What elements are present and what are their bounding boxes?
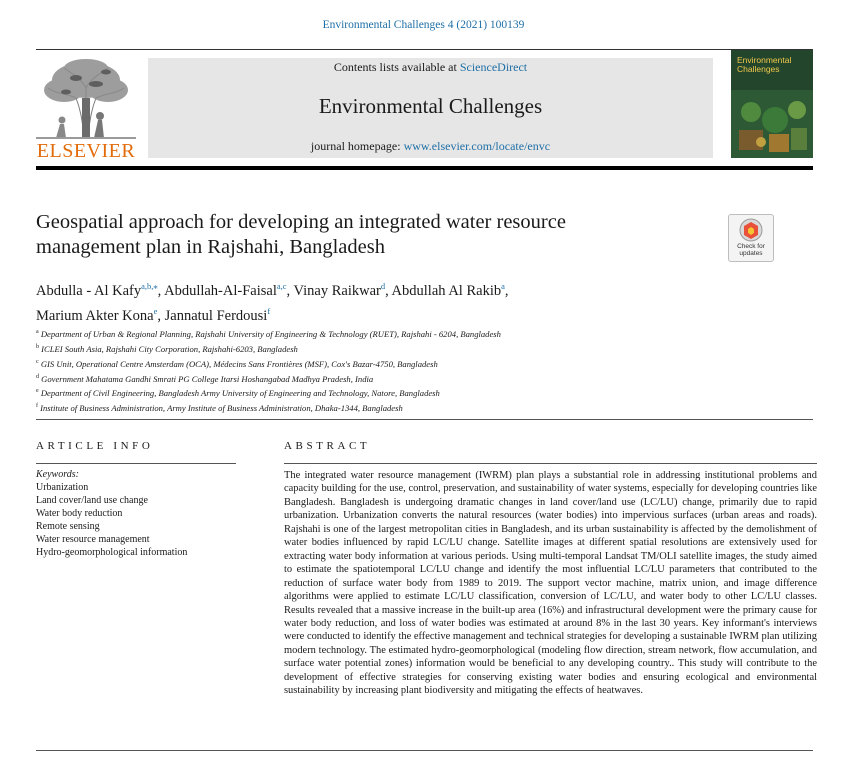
author-name[interactable]: Abdulla - Al Kafy (36, 282, 142, 299)
author-separator: , (157, 282, 165, 299)
author-affiliation-mark[interactable]: f (267, 305, 271, 316)
author-affiliation-mark[interactable]: a,b,⁎ (141, 281, 158, 291)
author-affiliation-mark[interactable]: a (501, 281, 505, 291)
abstract-heading: ABSTRACT (284, 440, 371, 452)
affiliation-text: Department of Civil Engineering, Bangladesh Army University of Engineering and Technology, Natore, Bangladesh (38, 388, 440, 399)
affiliation-mark: d (36, 373, 39, 380)
check-updates-label: Check for updates (737, 243, 765, 257)
author-separator: , (385, 282, 392, 299)
article-title: Geospatial approach for developing an integrated water resource management plan in Rajshahi, Bangladesh (36, 211, 566, 258)
author-separator: , (504, 282, 509, 299)
author-list (36, 276, 696, 326)
journal-cover-image[interactable] (731, 50, 813, 158)
sciencedirect-link[interactable]: ScienceDirect (459, 60, 528, 74)
affiliation-mark: c (36, 358, 39, 365)
cover-title: Environmental Challenges (737, 55, 792, 74)
affiliation-text: GIS Unit, Operational Centre Amsterdam (OCA), Médecins Sans Frontières (MSF), Cox's Bazar-4750, Bangladesh (38, 358, 438, 369)
header-top-rule (36, 49, 813, 50)
author-name[interactable]: Jannatul Ferdousi (164, 307, 268, 324)
keyword-item: Urbanization (36, 482, 89, 493)
keyword-item: Land cover/land use change (36, 495, 148, 506)
journal-homepage-line (148, 139, 713, 154)
affiliation-text: Department of Urban & Regional Planning, Rajshahi University of Engineering & Technology (RUET), Rajshahi - 6204, Bangladesh (38, 328, 501, 339)
author-separator: , (157, 307, 165, 324)
keyword-item: Remote sensing (36, 521, 100, 532)
author-affiliation-mark[interactable]: d (380, 281, 386, 291)
check-for-updates-button[interactable] (728, 214, 774, 262)
author-affiliation-mark[interactable]: a,c (276, 281, 287, 291)
journal-citation[interactable]: Environmental Challenges 4 (2021) 100139 (322, 19, 525, 31)
contents-prefix: Contents lists available at (333, 60, 460, 74)
affiliation-text: Institute of Business Administration, Army Institute of Business Administration, Dhaka-1344, Bangladesh (38, 403, 403, 414)
affiliation-text: Government Mahatama Gandhi Smrati PG College Itarsi Hoshangabad Madhya Pradesh, India (39, 373, 374, 384)
affiliation-mark: f (36, 403, 38, 410)
keyword-list (36, 481, 187, 559)
journal-name[interactable]: Environmental Challenges (318, 94, 543, 118)
author-name[interactable]: Abdullah Al Rakib (391, 282, 502, 299)
keyword-item: Water body reduction (36, 508, 123, 519)
affiliation-text: ICLEI South Asia, Rajshahi City Corporation, Rajshahi-6203, Bangladesh (39, 343, 298, 354)
keywords-label: Keywords: (36, 469, 79, 480)
article-info-heading: ARTICLE INFO (36, 440, 154, 452)
abstract-text: The integrated water resource management (IWRM) plan plays a substantial role in addressing institutional problems and capacity building for the use, control, preservation, and sustainability of water systems, especially for developing countries like Bangladesh. Bangladesh is undergoing dramatic changes in land cover/land use (LC/LU) change, primarily due to rapid urbanization. Urbanization converts the natural resources (water bodies) into impervious surfaces (urban areas and roads). Rajshahi is one of the largest metropolitan cities in Bangladesh, and its urban sustainability is affected by the demolishment of water bodies influenced by rapid LC/LU change. Satellite images at different spatial resolutions are extensively used for extracting water body information at various periods. Using multi-temporal Landsat TM/OLI satellite images, the study aimed to estimate the spatiotemporal LC/LU change and identify the most influential LC/LU parameters that contributed to the reduction of surface water body from 1989 to 2019. The support vector machine, matrix union, and image difference algorithms were applied to estimate LC/LU classification, conversion of LC/LU, and water body to other LC/LU classes. Results revealed that a massive increase in the built-up area (16%) and infrastructural development were the primary cause for water body reduction, and loss of water bodies was estimated at around 8% in the last 30 years. Key informant's interviews were conducted to identify the effective management and technical strategies for developing a sustainable IWRM plan utilizing modern technology. The estimated hydro-geomorphological (modeling flow direction, stream network, flow accumulation, and surface water potential zones) information would be beneficial to any developing country.. This study will contribute to the development of effective strategies for conserving existing water bodies and ensuring ecological and environmental sustainability by increasing plant biodiversity and mitigating the effects of heatwaves. (284, 470, 817, 697)
contents-available-line (148, 60, 713, 75)
bottom-rule (36, 750, 813, 751)
header-thick-rule (36, 166, 813, 170)
affiliation-item (36, 385, 796, 400)
author-name[interactable]: Marium Akter Kona (36, 307, 154, 324)
affiliation-item (36, 326, 796, 341)
section-divider (36, 419, 813, 420)
affiliation-item (36, 371, 796, 386)
affiliation-mark: a (36, 329, 39, 335)
affiliation-list (36, 326, 796, 415)
affiliation-item (36, 341, 796, 356)
affiliation-mark: e (36, 388, 39, 395)
elsevier-wordmark[interactable]: ELSEVIER (36, 140, 136, 162)
author-affiliation-mark[interactable]: e (153, 305, 158, 316)
affiliation-mark: b (36, 343, 39, 350)
article-info-rule (36, 463, 236, 464)
abstract-rule (284, 463, 817, 464)
affiliation-item (36, 400, 796, 415)
keyword-item: Hydro-geomorphological information (36, 547, 188, 558)
author-name[interactable]: Vinay Raikwar (293, 282, 381, 299)
author-separator: , (286, 282, 294, 299)
author-name[interactable]: Abdullah-Al-Faisal (164, 282, 277, 299)
affiliation-item (36, 356, 796, 371)
keyword-item: Water resource management (36, 534, 150, 545)
journal-homepage-link[interactable]: www.elsevier.com/locate/envc (403, 139, 551, 153)
homepage-prefix: journal homepage: (310, 139, 404, 153)
